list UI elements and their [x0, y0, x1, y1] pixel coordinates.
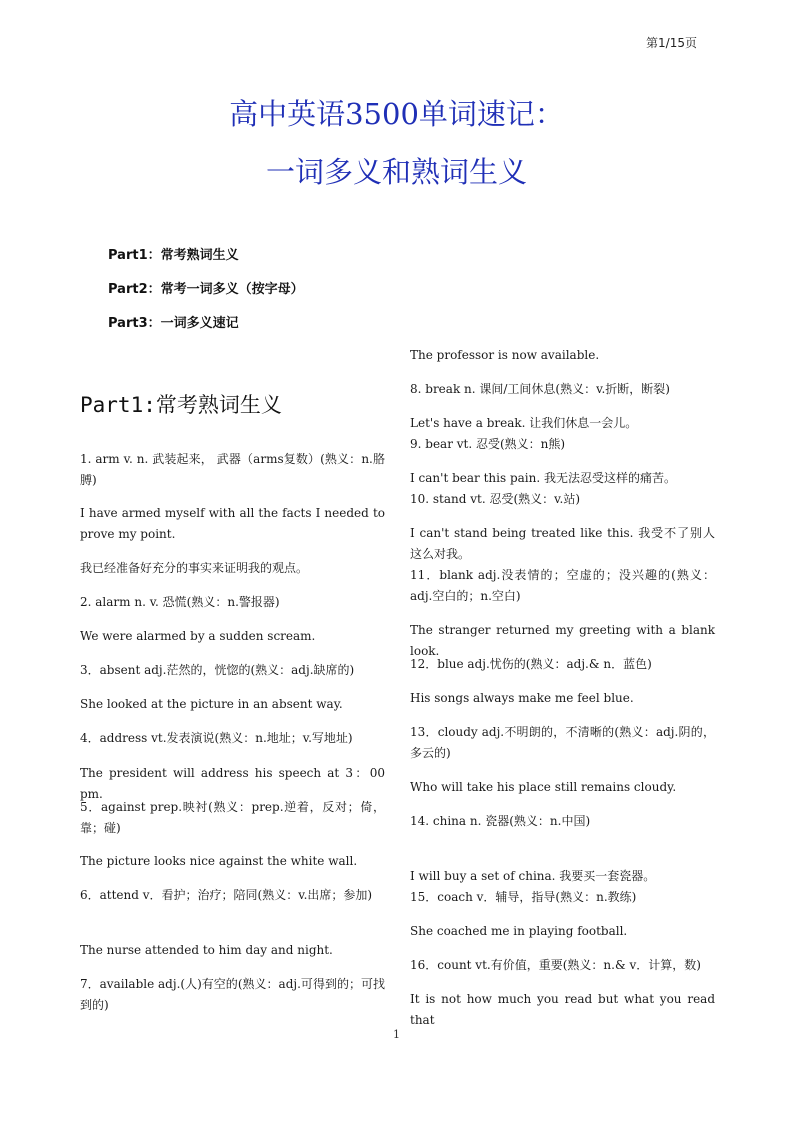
example-sentence: Let's have a break. 让我们休息一会儿。 [410, 416, 638, 430]
toc-item-part1: Part1：常考熟词生义 [108, 248, 239, 263]
entry-text: 12．blue adj.忧伤的(熟义：adj.& n．蓝色) [410, 657, 652, 671]
example-sentence: She looked at the picture in an absent way. [80, 697, 343, 711]
example-sentence: It is not how much you read but what you read that [410, 992, 715, 1027]
footer-page-number: 1 [393, 1028, 400, 1041]
example-sentence: We were alarmed by a sudden scream. [80, 629, 316, 643]
example-sentence: I can't bear this pain. 我无法忍受这样的痛苦。 [410, 471, 676, 485]
example-sentence: I can't stand being treated like this. 我受不了别人这么对我。 [410, 526, 715, 561]
entry-text: 4．address vt.发表演说(熟义：n.地址；v.写地址) [80, 731, 353, 745]
toc-item-part3: Part3：一词多义速记 [108, 316, 239, 331]
entry-text: 9. bear vt. 忍受(熟义：n熊) [410, 437, 566, 451]
toc-item-part2: Part2：常考一词多义（按字母） [108, 282, 304, 297]
entry-text: 5．against prep.映衬(熟义：prep.逆着，反对；倚，靠；碰) [80, 800, 385, 835]
entry-text: 15．coach v．辅导，指导(熟义：n.教练) [410, 890, 637, 904]
entry-text: 3．absent adj.茫然的，恍惚的(熟义：adj.缺席的) [80, 663, 355, 677]
entry-text: 14. china n. 瓷器(熟义：n.中国) [410, 814, 591, 828]
entry-text: 11．blank adj.没表情的；空虚的；没兴趣的(熟义：adj.空白的；n.空白) [410, 568, 715, 603]
example-sentence: The picture looks nice against the white wall. [80, 854, 358, 868]
example-sentence: She coached me in playing football. [410, 924, 628, 938]
page-number-label: 第1/15页 [646, 36, 697, 50]
example-sentence: The nurse attended to him day and night. [80, 943, 333, 957]
example-sentence: The professor is now available. [410, 348, 600, 362]
document-title-line-2: 一词多义和熟词生义 [265, 155, 527, 189]
entry-text: 8. break n. 课间/工间休息(熟义：v.折断，断裂) [410, 382, 670, 396]
example-sentence: His songs always make me feel blue. [410, 691, 634, 705]
document-title-line-1: 高中英语3500单词速记： [229, 97, 564, 131]
entry-text: 13．cloudy adj.不明朗的，不清晰的(熟义：adj.阴的，多云的) [410, 725, 715, 760]
example-sentence: I have armed myself with all the facts I needed to prove my point. [80, 506, 385, 541]
entry-text: 6．attend v．看护；治疗；陪同(熟义：v.出席；参加) [80, 888, 373, 902]
entry-text: 7．available adj.(人)有空的(熟义：adj.可得到的；可找到的) [80, 977, 385, 1012]
example-sentence: The president will address his speech at 3：00 pm. [80, 766, 385, 801]
entry-text: 10. stand vt. 忍受(熟义：v.站) [410, 492, 581, 506]
entry-text: 1. arm v. n. 武装起来， 武器（arms复数）(熟义：n.胳膊) [80, 452, 385, 487]
entry-text: 2. alarm n. v. 恐慌(熟义：n.警报器) [80, 595, 280, 609]
example-translation: 我已经准备好充分的事实来证明我的观点。 [80, 561, 309, 575]
example-sentence: The stranger returned my greeting with a blank look. [410, 623, 715, 658]
section-heading: Part1:常考熟词生义 [80, 393, 282, 417]
entry-text: 16．count vt.有价值，重要(熟义：n.& v．计算，数) [410, 958, 701, 972]
example-sentence: Who will take his place still remains cloudy. [410, 780, 677, 794]
example-sentence: I will buy a set of china. 我要买一套瓷器。 [410, 869, 656, 883]
